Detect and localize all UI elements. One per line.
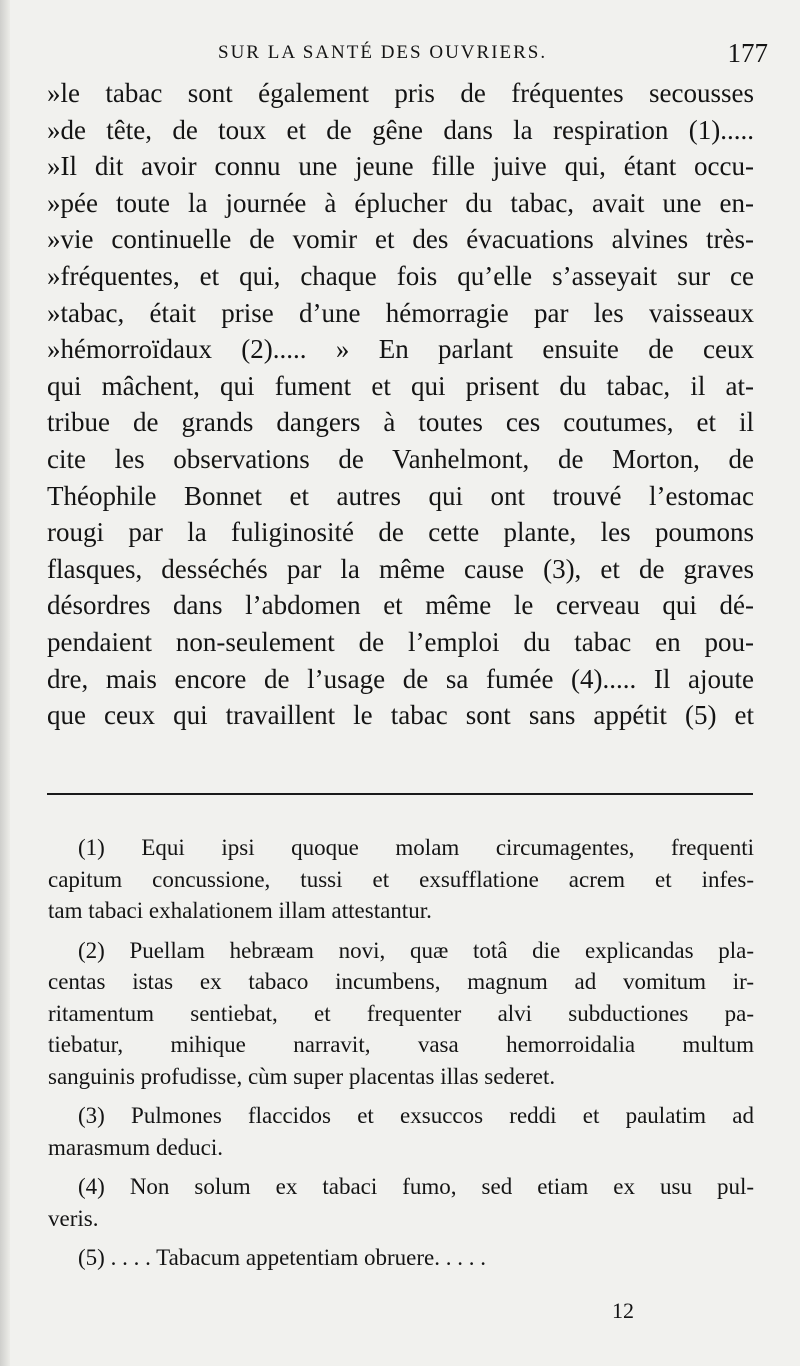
footnote-line: ritamentum sentiebat, et frequenter alvi subductiones pa- bbox=[48, 1000, 754, 1026]
footnote-4 bbox=[48, 1171, 754, 1234]
body-text bbox=[47, 75, 754, 734]
page-number: 177 bbox=[727, 38, 768, 68]
footnote-line: (5) . . . . Tabacum appetentiam obruere. . . . . bbox=[78, 1245, 486, 1270]
running-title: SUR LA SANTÉ DES OUVRIERS. bbox=[218, 42, 548, 63]
footnote-line: (4) Non solum ex tabaci fumo, sed etiam ex usu pul- bbox=[78, 1174, 754, 1199]
body-line: rougi par la fuliginosité de cette plante, les poumons bbox=[47, 517, 754, 548]
body-line: qui mâchent, qui fument et qui prisent du tabac, il at- bbox=[47, 370, 754, 401]
footnote-line: (2) Puellam hebræam novi, quæ totâ die explicandas pla- bbox=[78, 937, 754, 963]
footnote-line: tam tabaci exhalationem illam attestantur. bbox=[48, 898, 432, 923]
signature-mark: 12 bbox=[612, 1298, 634, 1323]
body-line: »fréquentes, et qui, chaque fois qu’elle s’asseyait sur ce bbox=[47, 260, 754, 291]
body-line: »hémorroïdaux (2)..... » En parlant ensuite de ceux bbox=[47, 334, 754, 365]
footnote-line: centas istas ex tabaco incumbens, magnum ad vomitum ir- bbox=[48, 969, 754, 994]
footnote-line: (1) Equi ipsi quoque molam circumagentes, frequenti bbox=[78, 835, 754, 860]
body-line: tribue de grands dangers à toutes ces coutumes, et il bbox=[47, 407, 754, 438]
body-line: Théophile Bonnet et autres qui ont trouvé l’estomac bbox=[47, 480, 754, 511]
body-line: dre, mais encore de l’usage de sa fumée (4)..... Il ajoute bbox=[47, 663, 754, 694]
body-line: que ceux qui travaillent le tabac sont sans appétit (5) et bbox=[47, 700, 754, 731]
footnote-line: sanguinis profudisse, cùm super placentas illas sederet. bbox=[48, 1063, 556, 1089]
body-line: pendaient non-seulement de l’emploi du tabac en pou- bbox=[47, 626, 754, 657]
footnote-3 bbox=[48, 1100, 754, 1163]
footnote-line: marasmum deduci. bbox=[48, 1134, 224, 1160]
body-line: »tabac, était prise d’une hémorragie par les vaisseaux bbox=[47, 297, 754, 328]
footnote-line: capitum concussione, tussi et exsufflatione acrem et infes- bbox=[48, 866, 754, 892]
body-line: »Il dit avoir connu une jeune fille juive qui, étant occu- bbox=[47, 151, 754, 182]
footnote-2 bbox=[48, 935, 754, 1093]
body-line: flasques, desséchés par la même cause (3), et de graves bbox=[47, 553, 754, 584]
body-line: »de tête, de toux et de gêne dans la respiration (1)..... bbox=[47, 114, 754, 145]
body-line: »le tabac sont également pris de fréquentes secousses bbox=[47, 78, 754, 108]
footnote-line: tiebatur, mihique narravit, vasa hemorroidalia multum bbox=[48, 1032, 754, 1057]
footnote-1 bbox=[48, 832, 754, 927]
page-edge-shadow bbox=[0, 0, 10, 1366]
footnote-separator-rule bbox=[47, 793, 753, 795]
footnote-5 bbox=[78, 1242, 754, 1274]
body-line: cite les observations de Vanhelmont, de Morton, de bbox=[47, 443, 754, 474]
footnote-line: (3) Pulmones flaccidos et exsuccos reddi et paulatim ad bbox=[78, 1103, 754, 1128]
body-line: désordres dans l’abdomen et même le cerveau qui dé- bbox=[47, 590, 754, 621]
body-line: »pée toute la journée à éplucher du tabac, avait une en- bbox=[47, 187, 754, 218]
footnotes bbox=[48, 832, 754, 1274]
footnote-line: veris. bbox=[48, 1205, 99, 1231]
body-line: »vie continuelle de vomir et des évacuations alvines très- bbox=[47, 224, 754, 255]
